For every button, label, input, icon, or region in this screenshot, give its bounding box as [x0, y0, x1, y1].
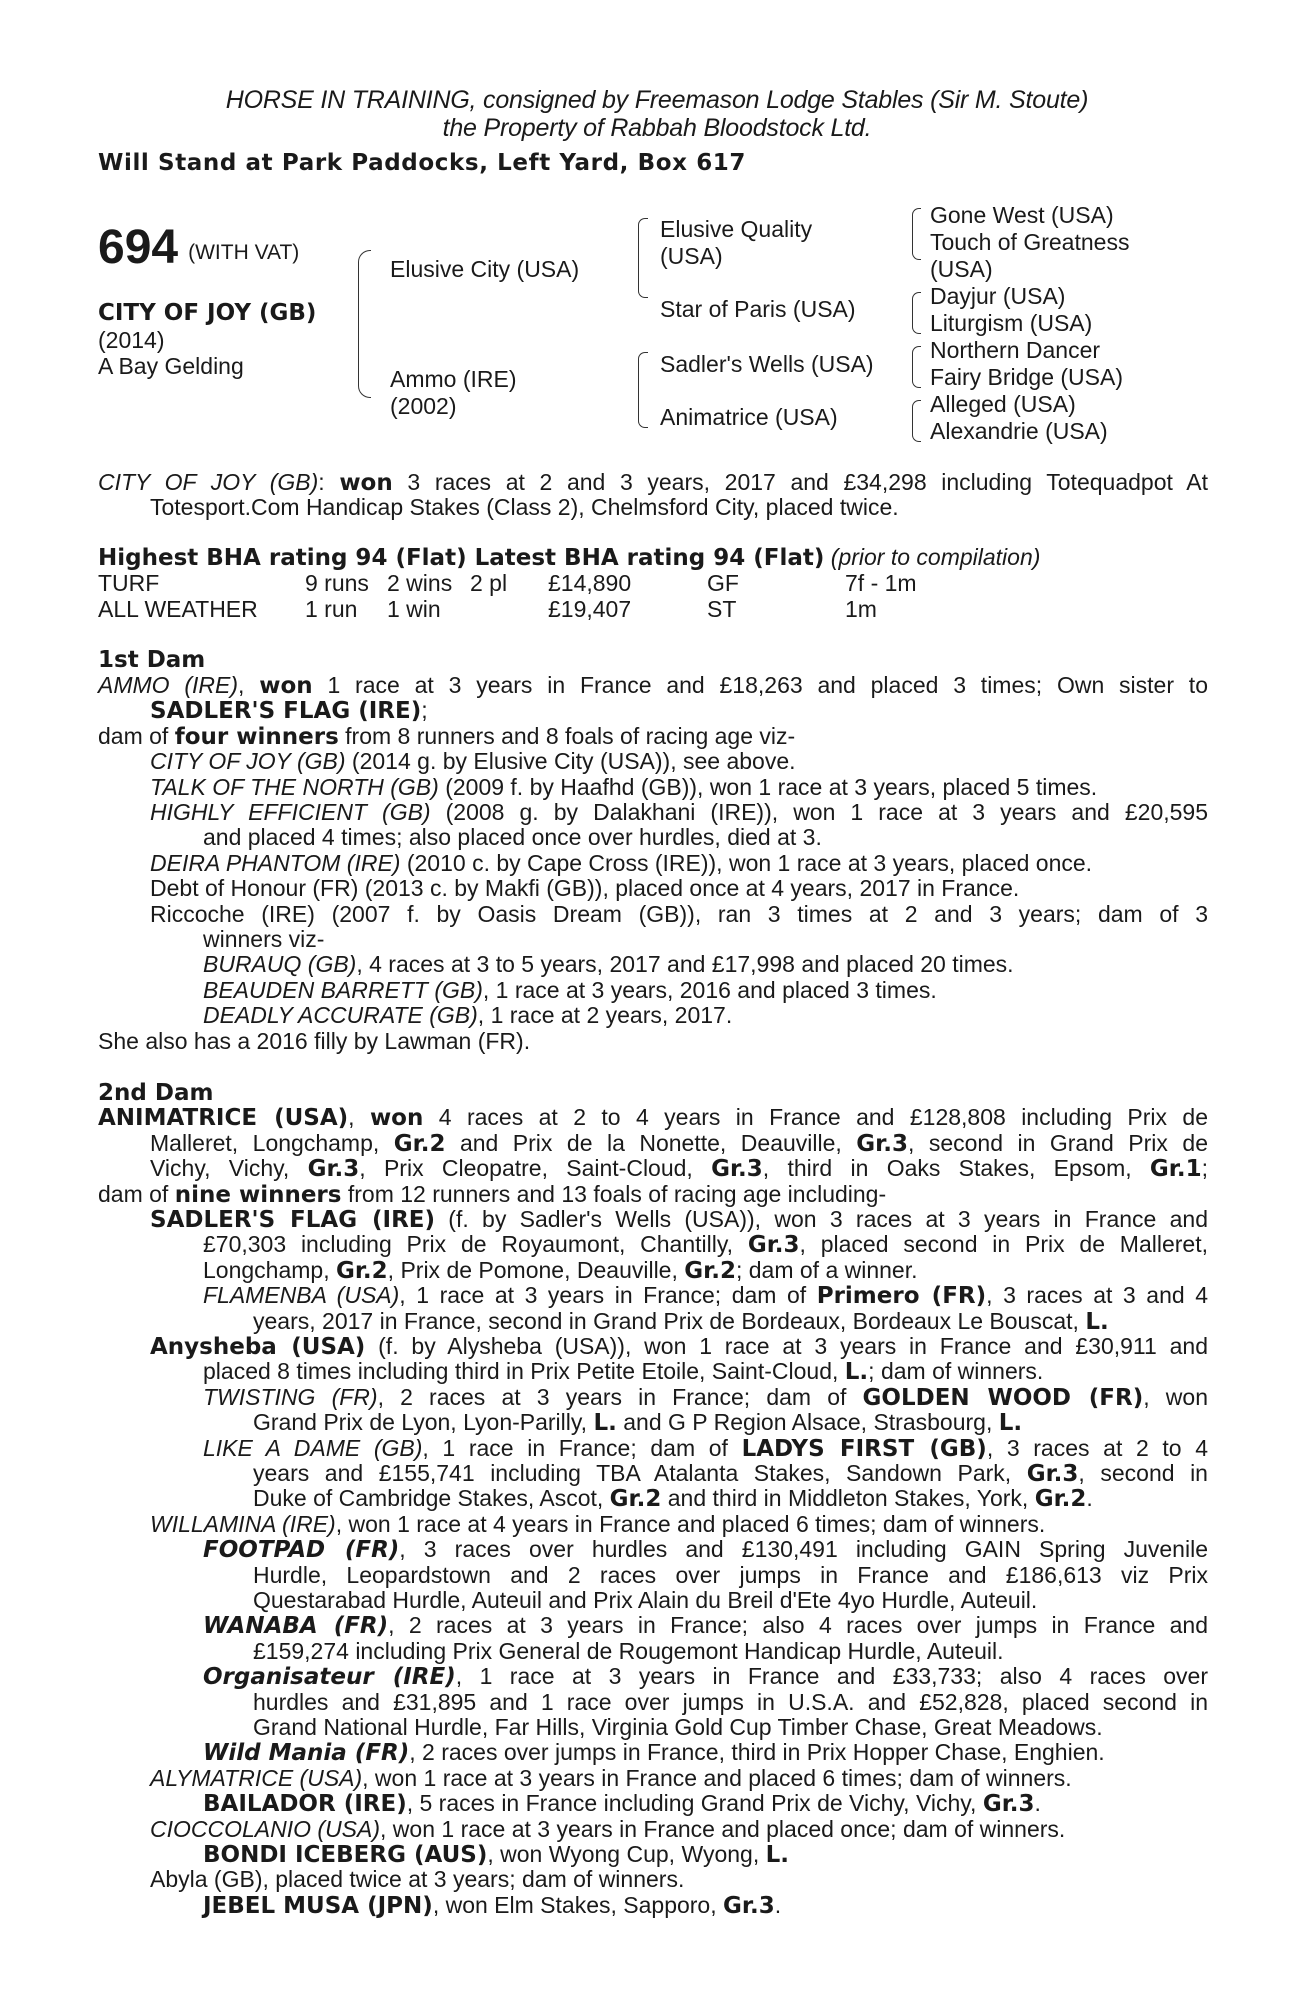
grand-produce-entry: FOOTPAD (FR), 3 races over hurdles and £130,491 including GAIN Spring Juvenile [203, 1536, 1208, 1563]
dam-note: She also has a 2016 filly by Lawman (FR). [98, 1028, 531, 1054]
record-placed: 2 pl [470, 570, 508, 596]
sire-sire-sire: Gone West (USA) [930, 202, 1114, 228]
horse-description: A Bay Gelding [98, 353, 244, 379]
produce-entry: DEIRA PHANTOM (IRE) (2010 c. by Cape Cross (IRE)), won 1 race at 3 years, placed once. [150, 850, 1093, 876]
grand-produce-entry-cont: Grand Prix de Lyon, Lyon-Parilly, L. and G P Region Alsace, Strasbourg, L. [253, 1409, 1023, 1436]
record-runs: 9 runs [305, 570, 369, 596]
sire-sire-dam: Touch of Greatness [930, 229, 1130, 255]
pedigree-bracket [358, 250, 371, 398]
grand-produce-entry: TWISTING (FR), 2 races at 3 years in France; dam of GOLDEN WOOD (FR), won [203, 1384, 1208, 1411]
record-surface: ALL WEATHER [98, 596, 258, 622]
grand-produce-entry-cont: Questarabad Hurdle, Auteuil and Prix Alain du Breil d'Ete 4yo Hurdle, Auteuil. [253, 1587, 1038, 1613]
grand-produce-entry: DEADLY ACCURATE (GB), 1 race at 2 years, 2017. [203, 1002, 733, 1028]
sire-dam-dam: Liturgism (USA) [930, 310, 1093, 336]
dam-record: ANIMATRICE (USA), won 4 races at 2 to 4 years in France and £128,808 including Prix de [98, 1104, 1208, 1131]
produce-entry: Abyla (GB), placed twice at 3 years; dam of winners. [150, 1866, 685, 1892]
grand-produce-entry: FLAMENBA (USA), 1 race at 3 years in France; dam of Primero (FR), 3 races at 3 and 4 [203, 1282, 1208, 1309]
first-dam-heading: 1st Dam [98, 647, 206, 673]
grand-produce-entry: Wild Mania (FR), 2 races over jumps in France, third in Prix Hopper Chase, Enghien. [203, 1739, 1105, 1766]
produce-entry: Riccoche (IRE) (2007 f. by Oasis Dream (GB)), ran 3 times at 2 and 3 years; dam of 3 [150, 901, 1208, 927]
produce-entry: Anysheba (USA) (f. by Alysheba (USA)), won 1 race at 3 years in France and £30,911 and [150, 1333, 1208, 1360]
produce-entry: ALYMATRICE (USA), won 1 race at 3 years in France and placed 6 times; dam of winners. [150, 1765, 1072, 1791]
sire-dam-sire: Dayjur (USA) [930, 283, 1066, 309]
race-summary: CITY OF JOY (GB): won 3 races at 2 and 3 years, 2017 and £34,298 including Totequadpot At [98, 469, 1208, 496]
record-prize: £14,890 [548, 570, 632, 596]
record-distance: 7f - 1m [845, 570, 917, 596]
pedigree-bracket [912, 292, 921, 334]
record-distance: 1m [845, 596, 877, 622]
sire-dam: Star of Paris (USA) [660, 296, 856, 322]
dam-produce-summary: dam of four winners from 8 runners and 8 foals of racing age viz- [98, 723, 796, 750]
second-dam-heading: 2nd Dam [98, 1080, 214, 1106]
record-surface: TURF [98, 570, 160, 596]
produce-entry-cont: Longchamp, Gr.2, Prix de Pomone, Deauville, Gr.2; dam of a winner. [203, 1257, 918, 1284]
dam: Ammo (IRE) [390, 366, 517, 392]
grand-produce-entry: JEBEL MUSA (JPN), won Elm Stakes, Sapporo, Gr.3. [203, 1892, 782, 1919]
dam-sister: SADLER'S FLAG (IRE); [150, 697, 428, 724]
grand-produce-entry: Organisateur (IRE), 1 race at 3 years in France and £33,733; also 4 races over [203, 1663, 1208, 1690]
sire-sire: Elusive Quality [660, 216, 813, 242]
dam-dam-sire: Alleged (USA) [930, 391, 1076, 417]
pedigree-bracket [912, 400, 921, 442]
grand-produce-entry: BURAUQ (GB), 4 races at 3 to 5 years, 2017 and £17,998 and placed 20 times. [203, 951, 1014, 977]
produce-entry: WILLAMINA (IRE), won 1 race at 4 years in France and placed 6 times; dam of winners. [150, 1511, 1046, 1537]
record-prize: £19,407 [548, 596, 632, 622]
record-going: ST [707, 596, 737, 622]
grand-produce-entry-cont: Grand National Hurdle, Far Hills, Virginia Gold Cup Timber Chase, Great Meadows. [253, 1714, 1103, 1740]
grand-produce-entry-cont: Duke of Cambridge Stakes, Ascot, Gr.2 and third in Middleton Stakes, York, Gr.2. [253, 1485, 1093, 1512]
grand-produce-entry-cont: years and £155,741 including TBA Atalanta Stakes, Sandown Park, Gr.3, second in [253, 1460, 1208, 1487]
consignor-line: HORSE IN TRAINING, consigned by Freemason Lodge Stables (Sir M. Stoute) [225, 86, 1089, 114]
stabling-line: Will Stand at Park Paddocks, Left Yard, Box 617 [98, 150, 746, 176]
dam-dam: Animatrice (USA) [660, 404, 838, 430]
race-summary-cont: Totesport.Com Handicap Stakes (Class 2), Chelmsford City, placed twice. [150, 494, 899, 520]
dam-record-cont: Vichy, Vichy, Gr.3, Prix Cleopatre, Saint-Cloud, Gr.3, third in Oaks Stakes, Epsom, Gr.1; [150, 1155, 1208, 1182]
pedigree-bracket [638, 352, 648, 428]
produce-entry-cont: winners viz- [203, 926, 325, 952]
grand-produce-entry-cont: £159,274 including Prix General de Rougemont Handicap Hurdle, Auteuil. [253, 1638, 1004, 1664]
produce-entry: SADLER'S FLAG (IRE) (f. by Sadler's Wells (USA)), won 3 races at 3 years in France and [150, 1206, 1208, 1233]
dam-sire-dam: Fairy Bridge (USA) [930, 364, 1123, 390]
produce-entry: HIGHLY EFFICIENT (GB) (2008 g. by Dalakhani (IRE)), won 1 race at 3 years and £20,595 [150, 799, 1209, 825]
horse-name: CITY OF JOY (GB) [98, 300, 317, 326]
grand-produce-entry: BAILADOR (IRE), 5 races in France including Grand Prix de Vichy, Vichy, Gr.3. [203, 1790, 1041, 1817]
dam-record-cont: Malleret, Longchamp, Gr.2 and Prix de la Nonette, Deauville, Gr.3, second in Grand Prix de [150, 1130, 1208, 1157]
dam-produce-summary: dam of nine winners from 12 runners and 13 foals of racing age including- [98, 1181, 887, 1208]
owner-line: the Property of Rabbah Bloodstock Ltd. [442, 114, 872, 142]
dam-sire-sire: Northern Dancer [930, 337, 1101, 363]
dam-sire: Sadler's Wells (USA) [660, 351, 874, 377]
produce-entry: CITY OF JOY (GB) (2014 g. by Elusive City (USA)), see above. [150, 748, 796, 774]
dam-dam-dam: Alexandrie (USA) [930, 418, 1108, 444]
grand-produce-entry-cont: Hurdle, Leopardstown and 2 races over jumps in France and £186,613 viz Prix [253, 1562, 1208, 1588]
vat-note: (WITH VAT) [188, 241, 300, 264]
grand-produce-entry: LIKE A DAME (GB), 1 race in France; dam of LADYS FIRST (GB), 3 races at 2 to 4 [203, 1435, 1208, 1462]
sire-sire-country: (USA) [660, 243, 723, 269]
grand-produce-entry: BONDI ICEBERG (AUS), won Wyong Cup, Wyong, L. [203, 1841, 790, 1868]
dam-year: (2002) [390, 393, 457, 419]
pedigree-bracket [638, 218, 648, 298]
produce-entry-cont: £70,303 including Prix de Royaumont, Chantilly, Gr.3, placed second in Prix de Malleret, [203, 1231, 1208, 1258]
produce-entry: TALK OF THE NORTH (GB) (2009 f. by Haafhd (GB)), won 1 race at 3 years, placed 5 times. [150, 774, 1098, 800]
produce-entry: Debt of Honour (FR) (2013 c. by Makfi (GB)), placed once at 4 years, 2017 in France. [150, 875, 1020, 901]
grand-produce-entry: BEAUDEN BARRETT (GB), 1 race at 3 years, 2016 and placed 3 times. [203, 977, 937, 1003]
sire-sire-dam-country: (USA) [930, 256, 993, 282]
bha-rating: Highest BHA rating 94 (Flat) Latest BHA rating 94 (Flat) (prior to compilation) [98, 544, 1041, 571]
grand-produce-entry: WANABA (FR), 2 races at 3 years in France; also 4 races over jumps in France and [203, 1612, 1208, 1639]
produce-entry: CIOCCOLANIO (USA), won 1 race at 3 years in France and placed once; dam of winners. [150, 1816, 1066, 1842]
sire: Elusive City (USA) [390, 256, 580, 282]
dam-record: AMMO (IRE), won 1 race at 3 years in France and £18,263 and placed 3 times; Own sister to [98, 672, 1208, 699]
foaling-year: (2014) [98, 327, 165, 353]
grand-produce-entry-cont: hurdles and £31,895 and 1 race over jumps in U.S.A. and £52,828, placed second in [253, 1689, 1208, 1715]
pedigree-bracket [912, 208, 921, 260]
record-wins: 2 wins [387, 570, 453, 596]
pedigree-bracket [912, 346, 921, 388]
grand-produce-entry-cont: years, 2017 in France, second in Grand Prix de Bordeaux, Bordeaux Le Bouscat, L. [253, 1308, 1109, 1335]
record-runs: 1 run [305, 596, 358, 622]
produce-entry-cont: placed 8 times including third in Prix Petite Etoile, Saint-Cloud, L.; dam of winners. [203, 1358, 1044, 1385]
record-wins: 1 win [387, 596, 441, 622]
record-going: GF [707, 570, 739, 596]
produce-entry-cont: and placed 4 times; also placed once over hurdles, died at 3. [203, 824, 822, 850]
lot-number: 694 (WITH VAT) [98, 221, 300, 274]
